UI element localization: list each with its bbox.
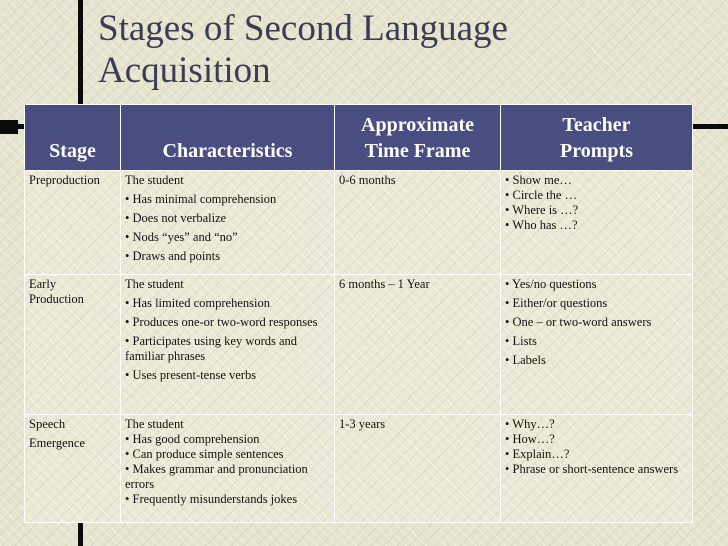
stage-cell: Preproduction bbox=[25, 171, 121, 275]
time-frame-cell: 6 months – 1 Year bbox=[335, 275, 501, 415]
slide-title-line-2: Acquisition bbox=[98, 50, 271, 91]
characteristics-cell: The student • Has minimal comprehension • Does not verbalize • Nods “yes” and “no” • Draws and points bbox=[121, 171, 335, 275]
time-frame-cell: 0-6 months bbox=[335, 171, 501, 275]
table-row-speech-emergence bbox=[25, 415, 693, 523]
prompts-cell: • Why…? • How…? • Explain…? • Phrase or short-sentence answers bbox=[501, 415, 693, 523]
header-characteristics: Characteristics bbox=[121, 105, 335, 171]
decorative-bar-stub bbox=[0, 120, 18, 134]
stages-table bbox=[24, 104, 693, 523]
stage-cell: Speech Emergence bbox=[25, 415, 121, 523]
header-stage: Stage bbox=[25, 105, 121, 171]
stage-cell: Early Production bbox=[25, 275, 121, 415]
slide-title bbox=[98, 8, 698, 92]
prompts-cell: • Yes/no questions • Either/or questions • One – or two-word answers • Lists • Labels bbox=[501, 275, 693, 415]
slide-title-line-1: Stages of Second Language bbox=[98, 8, 508, 49]
header-time-frame: Approximate Time Frame bbox=[335, 105, 501, 171]
table-row-early-production bbox=[25, 275, 693, 415]
characteristics-cell: The student • Has good comprehension • Can produce simple sentences • Makes grammar and pronunciation errors • Frequently misunderstands jokes bbox=[121, 415, 335, 523]
prompts-cell: • Show me… • Circle the … • Where is …? • Who has …? bbox=[501, 171, 693, 275]
table-row-preproduction bbox=[25, 171, 693, 275]
time-frame-cell: 1-3 years bbox=[335, 415, 501, 523]
header-teacher-prompts: Teacher Prompts bbox=[501, 105, 693, 171]
characteristics-cell: The student • Has limited comprehension • Produces one-or two-word responses • Participates using key words and familiar phrases • Uses present-tense verbs bbox=[121, 275, 335, 415]
table-header-row bbox=[25, 105, 693, 171]
